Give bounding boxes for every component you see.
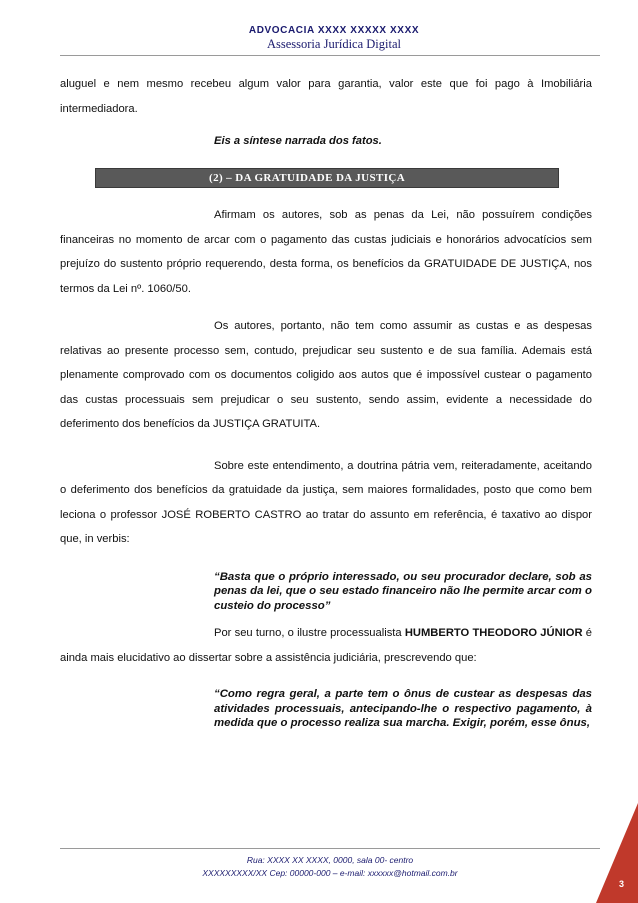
letterhead (0, 25, 638, 51)
footer-address (0, 854, 638, 880)
quote-theodoro: “Como regra geral, a parte tem o ônus de custear as despesas das atividades processuais, antecipando-lhe o respectivo pagamento, à medida que o processo realiza sua marcha. Exigir, porém, esse ônus, (214, 688, 592, 729)
author-name: HUMBERTO THEODORO JÚNIOR (404, 627, 583, 639)
page-number: 3 (618, 879, 624, 889)
paragraph-costs: Os autores, portanto, não tem como assumir as custas e as despesas relativas ao presente processo sem, contudo, prejudicar seu sustento e de sua família. Ademais está plenamente comprovado com os documentos coligido aos autos que é impossível custear o pagamento das custas processuais sem prejudicar o seu sustento, sendo assim, evidente a necessidade do deferimento dos benefícios da JUSTIÇA GRATUITA. (60, 320, 592, 430)
paragraph-doctrine: Sobre este entendimento, a doutrina pátria vem, reiteradamente, aceitando o deferimento dos benefícios da gratuidade da justiça, sem maiores formalidades, posto que como bem leciona o professor JOSÉ ROBERTO CASTRO ao tratar do assunto em referência, é taxativo ao dispor que, in verbis: (60, 459, 592, 545)
footer-line-2: XXXXXXXXX/XX Cep: 00000-000 – e-mail: xxxxxx@hotmail.com.br (202, 868, 458, 878)
section-heading: (2) – DA GRATUIDADE DA JUSTIÇA (95, 168, 559, 188)
footer-line-1: Rua: XXXX XX XXXX, 0000, sala 00- centro (246, 855, 414, 865)
paragraph-claim: Afirmam os autores, sob as penas da Lei, não possuírem condições financeiras no momento de arcar com o pagamento das custas judiciais e honorários advocatícios sem prejuízo do sustento próprio requerendo, desta forma, os benefícios da GRATUIDADE DE JUSTIÇA, nos termos da Lei nº. 1060/50. (60, 209, 592, 295)
paragraph-theodoro-tail: é ainda mais elucidativo ao dissertar sobre a assistência judiciária, prescrevendo que: (60, 627, 592, 664)
firm-name: ADVOCACIA XXXX XXXXX XXXX (248, 25, 420, 36)
header-divider (60, 55, 600, 56)
paragraph-rent: aluguel e nem mesmo recebeu algum valor para garantia, valor este que foi pago à Imobiliária intermediadora. (60, 78, 592, 115)
paragraph-theodoro (60, 621, 592, 670)
document-body (60, 72, 592, 731)
page-corner-triangle (596, 803, 638, 903)
summary-line: Eis a síntese narrada dos fatos. (214, 135, 382, 147)
quote-castro: “Basta que o próprio interessado, ou seu procurador declare, sob as penas da lei, que o seu estado financeiro não lhe permite arcar com o custeio do processo” (214, 570, 592, 612)
footer-divider (60, 848, 600, 849)
firm-subtitle: Assessoria Jurídica Digital (266, 37, 401, 51)
paragraph-theodoro-lead: Por seu turno, o ilustre processualista (214, 627, 405, 639)
